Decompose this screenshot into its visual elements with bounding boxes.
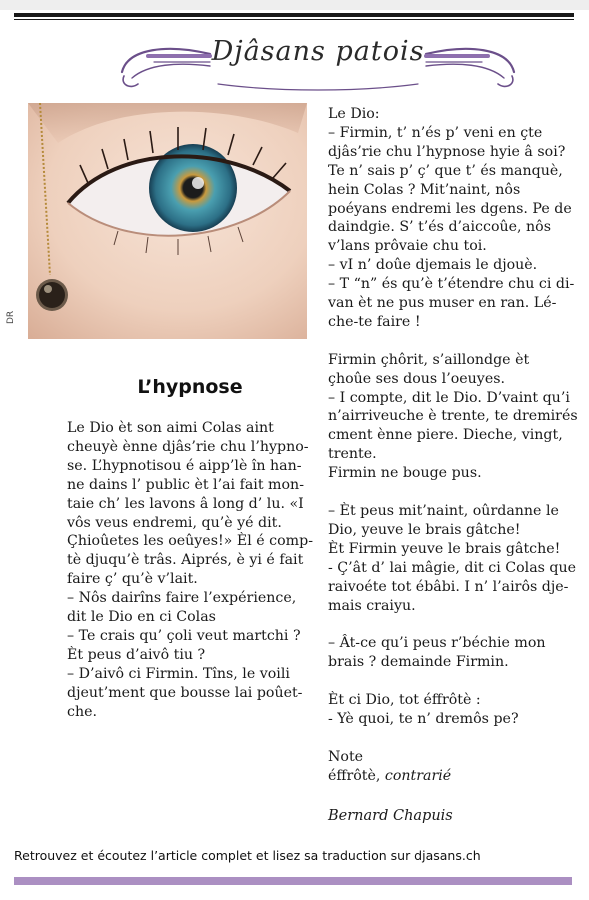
text-line: van èt ne pus muser en ran. Lé- — [328, 295, 557, 312]
text-line: Dio, yeuve le brais gâtche! — [328, 521, 521, 538]
note-word: éffrôtè, — [328, 767, 385, 784]
text-line: – vI n’ doûe djemais le djouè. — [328, 257, 538, 274]
text-line: Firmin çhôrit, s’aillondge èt — [328, 351, 530, 368]
top-strip — [0, 0, 589, 10]
text-line: vôs veus endremi, qu’è yé dit. — [67, 514, 282, 531]
paragraph-break — [328, 483, 568, 502]
text-line: se. L’hypnotisou é aipp’lè în han- — [67, 457, 302, 474]
text-line: n’airriveuche è trente, te dremirés — [328, 408, 578, 425]
text-line: – D’aivô ci Firmin. Tîns, le voili — [67, 665, 290, 682]
text-line: dit le Dio en ci Colas — [67, 609, 216, 626]
text-line: - Yè quoi, te n’ dremôs pe? — [328, 710, 519, 727]
section-header — [118, 26, 518, 98]
text-line: Èt ci Dio, tot éffrôtè : — [328, 692, 481, 709]
left-column — [67, 419, 314, 722]
text-line: – Ât-ce qu’i peus r’béchie mon — [328, 635, 546, 652]
author-signature: Bernard Chapuis — [328, 808, 453, 824]
text-line: Te n’ sais p’ ç’ que t’ és manquè, — [328, 162, 563, 179]
note-meaning: contrarié — [384, 767, 452, 784]
text-line: Firmin ne bouge pus. — [328, 465, 482, 482]
note-definition — [328, 767, 568, 786]
text-line: cheuyè ènne djâs’rie chu l’hypno- — [67, 438, 309, 455]
text-line: – Te crais qu’ çoli veut martchi ? — [67, 627, 301, 644]
paragraph-break — [328, 729, 568, 748]
text-line: Èt peus d’aivô tiu ? — [67, 646, 206, 663]
text-line: Le Dio: — [328, 106, 380, 122]
text-line: – Èt peus mit’naint, oûrdanne le — [328, 503, 559, 519]
text-line: cment ènne piere. Dieche, vingt, — [328, 427, 563, 444]
eye-photo — [28, 103, 307, 339]
text-line: taie ch’ les lavons â long d’ lu. «I — [67, 495, 304, 512]
text-line: v’lans prôvaie chu toi. — [328, 238, 487, 255]
paragraph-break — [328, 615, 568, 634]
text-line: – Firmin, t’ n’és p’ veni en çte — [328, 124, 543, 141]
right-column — [328, 105, 578, 786]
top-rule-thin — [14, 19, 574, 20]
text-line: Çhioûetes les oeûyes!» Èl é comp- — [67, 533, 314, 550]
text-line: çhoûe ses dous l’oeuyes. — [328, 370, 506, 387]
text-line: - Ç’ât d’ lai mâgie, dit ci Colas que — [328, 559, 577, 576]
text-line: ne dains l’ public èt l’ai fait mon- — [67, 476, 304, 493]
text-line: hein Colas ? Mit’naint, nôs — [328, 181, 521, 198]
section-title: Djâsans patois — [211, 36, 425, 67]
text-line: che. — [67, 703, 97, 720]
paragraph-break — [328, 672, 568, 691]
text-line: trente. — [328, 446, 377, 463]
text-line: Le Dio èt son aimi Colas aint — [67, 420, 274, 436]
text-line: – T “n” és qu’è t’étendre chu ci di- — [328, 276, 575, 293]
photo-credit: DR — [6, 310, 16, 324]
text-line: – Nôs dairîns faire l’expérience, — [67, 590, 297, 607]
footer-note: Retrouvez et écoutez l’article complet et lisez sa traduction sur djasans.ch — [14, 848, 481, 863]
text-line: raivoéte tot ébâbi. I n’ l’airôs dje- — [328, 578, 569, 595]
text-line: Èt Firmin yeuve le brais gâtche! — [328, 540, 561, 557]
top-rule — [14, 13, 574, 17]
text-line: mais craiyu. — [328, 597, 416, 614]
paragraph-break — [328, 332, 568, 351]
text-line: poéyans endremi les dgens. Pe de — [328, 200, 572, 217]
footer-bar — [14, 877, 572, 885]
text-line: Note — [328, 748, 364, 765]
text-line: che-te faire ! — [328, 313, 421, 330]
text-line: djeut’ment que bousse lai poûet- — [67, 684, 303, 701]
text-line: tè djuqu’è trâs. Aiprés, è yi é fait — [67, 552, 304, 569]
text-line: brais ? demainde Firmin. — [328, 654, 509, 671]
eye-image-icon — [28, 103, 307, 339]
text-line: daindgie. S’ t’és d’aiccoûe, nôs — [328, 219, 552, 236]
text-line: faire ç’ qu’è v’lait. — [67, 571, 198, 588]
text-line: – I compte, dit le Dio. D’vaint qu’i — [328, 389, 570, 406]
text-line: djâs’rie chu l’hypnose hyie â soi? — [328, 143, 566, 160]
article-title: L’hypnose — [137, 376, 243, 398]
